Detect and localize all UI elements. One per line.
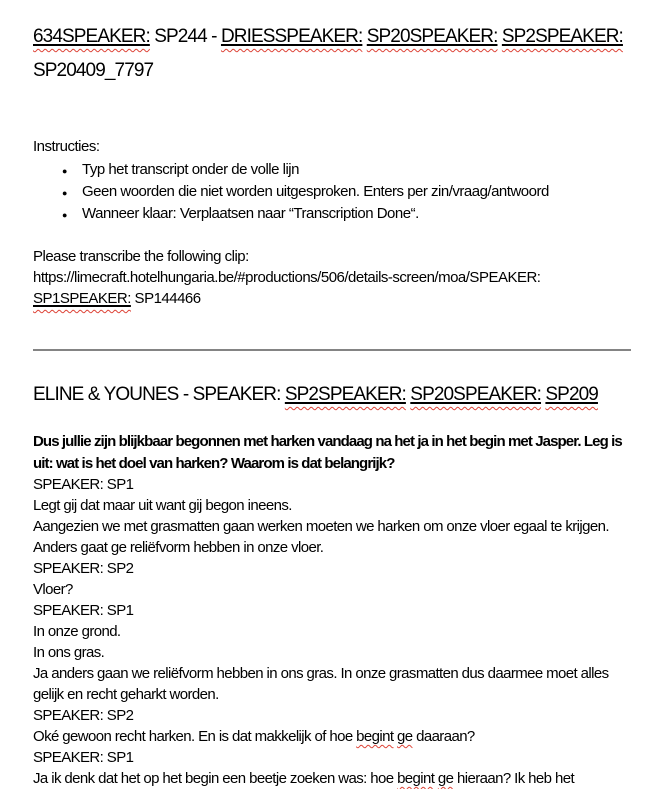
text-segment: SPEAKER: SP1 (33, 602, 134, 619)
text-segment: hieraan? Ik heb het (453, 770, 575, 787)
instructions-list (33, 159, 633, 225)
misspelled-token: SP209 (545, 384, 598, 405)
misspelled-token: SP1SPEAKER: (33, 290, 131, 307)
underlined-token (33, 290, 131, 307)
text-segment: https://limecraft.hotelhungaria.be/#productions/506/details-screen/moa/SPEAKER: (33, 269, 541, 286)
misspelled-token: ge (397, 728, 413, 745)
transcript-line (33, 600, 633, 621)
instruction-bullet: ● Typ het transcript onder de volle lijn (33, 159, 633, 181)
transcript (33, 474, 633, 789)
misspelled-token: 634SPEAKER: (33, 26, 150, 47)
text-segment: Aangezien we met grasmatten gaan werken moeten we harken om onze vloer egaal te krijgen. Anders gaat ge reliëfvorm hebben in onze vloer. (33, 518, 609, 556)
text-segment: In onze grond. (33, 623, 121, 640)
misspelled-token: SP2SPEAKER: (284, 384, 406, 405)
transcript-line (33, 747, 633, 768)
misspelled-token: SP20SPEAKER: (410, 384, 542, 405)
text-segment: SPEAKER: SP1 (33, 476, 134, 493)
misspelled-token: SP20SPEAKER: (366, 26, 498, 47)
transcript-line (33, 642, 633, 663)
misspelled-token: begint (356, 728, 394, 745)
transcript-line (33, 516, 633, 558)
text-segment: SPEAKER: SP2 (33, 560, 134, 577)
underlined-token (545, 384, 598, 405)
section-heading (33, 381, 633, 409)
text-segment: SPEAKER: SP1 (33, 749, 134, 766)
transcript-line (33, 768, 633, 789)
instructions-label: Instructies: (33, 138, 100, 155)
underlined-token (285, 384, 406, 405)
underlined-token (502, 26, 623, 47)
text-segment: daaraan? (412, 728, 475, 745)
misspelled-token: begint (397, 770, 435, 787)
transcript-line (33, 495, 633, 516)
transcript-line (33, 474, 633, 495)
transcript-line (33, 558, 633, 579)
text-segment: SPEAKER: SP2 (33, 707, 134, 724)
text-segment: Ja ik denk dat het op het begin een beetje zoeken was: hoe (33, 770, 398, 787)
underlined-token (33, 26, 150, 47)
instruction-bullet: ● Geen woorden die niet worden uitgesproken. Enters per zin/vraag/antwoord (33, 181, 633, 203)
text-segment: Vloer? (33, 581, 73, 598)
text-segment: ELINE & YOUNES - SPEAKER: (33, 384, 285, 405)
transcript-line (33, 621, 633, 642)
text-segment: Legt gij dat maar uit want gij begon ineens. (33, 497, 292, 514)
text-segment: SP20409_7797 (33, 60, 154, 81)
text-segment: In ons gras. (33, 644, 105, 661)
text-segment: SP244 - (149, 26, 221, 47)
transcript-line (33, 705, 633, 726)
clip-block (33, 246, 633, 309)
text-segment: SP144466 (130, 290, 201, 307)
underlined-token (410, 384, 541, 405)
clip-url (33, 267, 633, 309)
misspelled-token: SP2SPEAKER: (501, 26, 623, 47)
document-title (33, 20, 633, 88)
instruction-bullet: ● Wanneer klaar: Verplaatsen naar “Transcription Done“. (33, 203, 633, 225)
transcript-line (33, 663, 633, 705)
underlined-token (367, 26, 498, 47)
transcript-line (33, 579, 633, 600)
text-segment: Oké gewoon recht harken. En is dat makkelijk of hoe (33, 728, 357, 745)
clip-intro: Please transcribe the following clip: (33, 248, 249, 265)
interview-question: Dus jullie zijn blijkbaar begonnen met harken vandaag na het ja in het begin met Jasper. Leg is uit: wat is het doel van harken? Waarom is dat belangrijk? (33, 433, 622, 472)
horizontal-rule (33, 349, 631, 351)
transcript-line (33, 726, 633, 747)
underlined-token (221, 26, 362, 47)
misspelled-token: ge (437, 770, 454, 787)
text-segment: Ja anders gaan we reliëfvorm hebben in ons gras. In onze grasmatten dus daarmee moet alles gelijk en recht geharkt worden. (33, 665, 609, 703)
misspelled-token: DRIESSPEAKER: (220, 26, 363, 47)
